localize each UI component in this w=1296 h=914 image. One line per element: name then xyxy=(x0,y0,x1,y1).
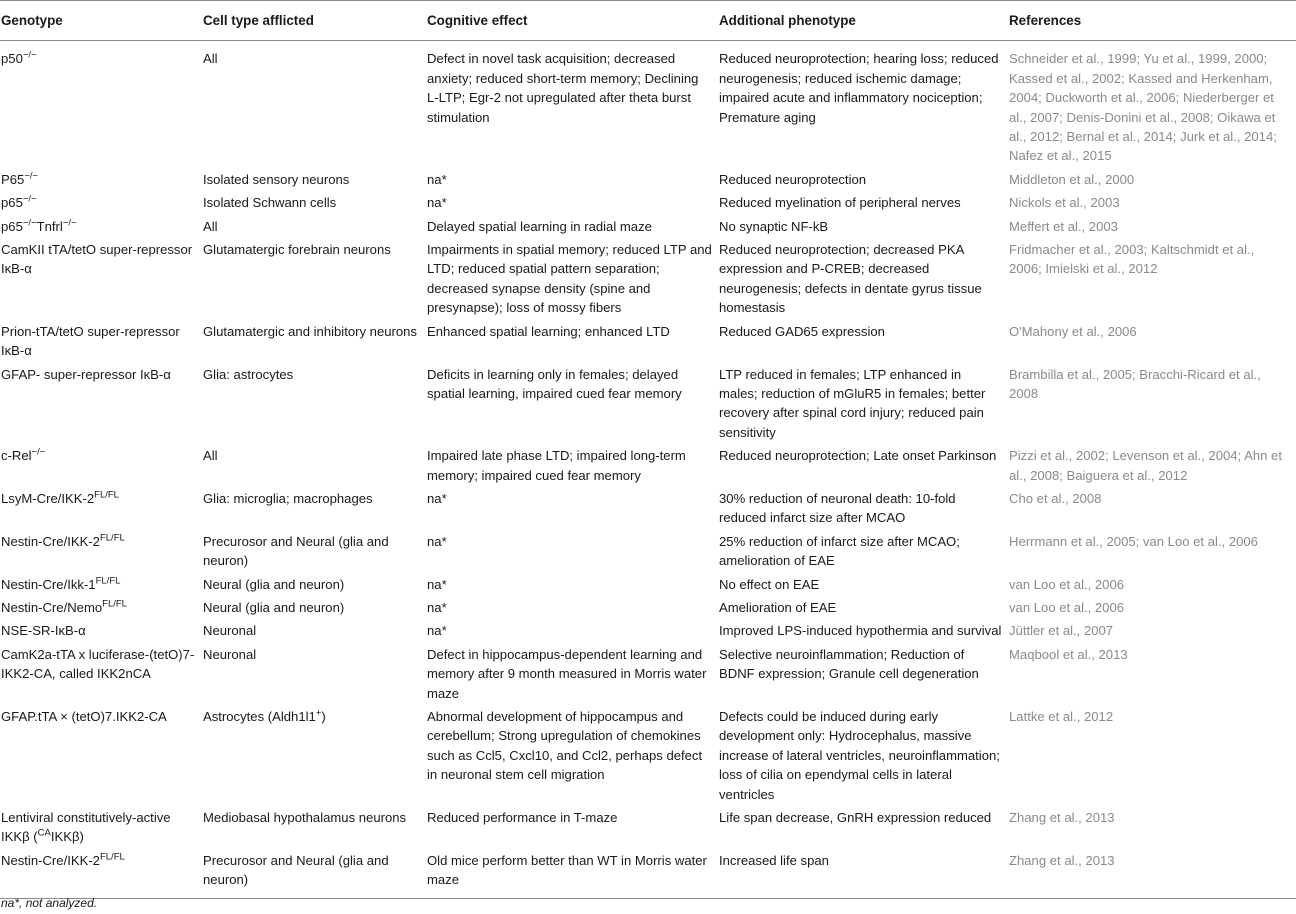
cell-additional-phenotype: Reduced GAD65 expression xyxy=(719,323,885,339)
cell-references: Fridmacher et al., 2003; Kaltschmidt et al., 2006; Imielski et al., 2012 xyxy=(1009,242,1255,277)
cell-additional-phenotype: Reduced neuroprotection; decreased PKA expression and P-CREB; decreased neurogenesis; defects in dentate gyrus tissue homestasis xyxy=(719,242,982,316)
cell-genotype xyxy=(0,620,202,643)
cell-genotype xyxy=(0,41,202,169)
footnote-text: , not analyzed. xyxy=(19,896,98,910)
cell-genotype xyxy=(0,488,202,531)
cell-cognitive-effect: Abnormal development of hippocampus and cerebellum; Strong upregulation of chemokines such as Ccl5, Cxcl10, and Ccl2, perhaps defect in neuronal stem cell migration xyxy=(427,709,703,783)
table-row xyxy=(0,850,1296,898)
table-row xyxy=(0,169,1296,192)
cell-cognitive-effect: Impairments in spatial memory; reduced LTP and LTD; reduced spatial pattern separation; decreased synapse density (spine and presynapse); loss of mossy fibers xyxy=(427,242,712,316)
table-header xyxy=(0,1,1296,41)
genotype-superscript: FL/FL xyxy=(102,598,127,610)
table-row xyxy=(0,41,1296,169)
cell-type-afflicted xyxy=(202,597,426,620)
cell-additional-phenotype: 30% reduction of neuronal death: 10-fold reduced infarct size after MCAO xyxy=(719,490,956,526)
cell-type-afflicted xyxy=(202,620,426,643)
genotype-text: GFAP.tTA × (tetO)7.IKK2-CA xyxy=(1,709,167,724)
cell-genotype xyxy=(0,169,202,192)
cell-type-afflicted xyxy=(202,488,426,531)
table-row xyxy=(0,445,1296,488)
genotype-text: NSE-SR-IκB-α xyxy=(1,623,86,639)
cell-type-afflicted xyxy=(202,574,426,597)
cell-genotype xyxy=(0,364,202,446)
cell-type-afflicted xyxy=(202,169,426,192)
table-row xyxy=(0,706,1296,807)
cell-type-text: All xyxy=(203,448,218,464)
cell-references: Jüttler et al., 2007 xyxy=(1009,623,1114,639)
header-references: References xyxy=(1008,1,1296,41)
genotype-superscript: −/− xyxy=(22,50,37,62)
genotype-text: Nestin-Cre/Ikk-1 xyxy=(1,576,96,592)
genotype-text: c-Rel xyxy=(1,448,32,464)
cell-genotype xyxy=(0,597,202,620)
cell-genotype xyxy=(0,807,202,850)
table-footnote xyxy=(1,896,97,910)
cell-type-afflicted xyxy=(202,239,426,321)
table-row xyxy=(0,192,1296,215)
genotype-superscript: FL/FL xyxy=(99,532,125,544)
cell-additional-phenotype: Reduced neuroprotection xyxy=(719,171,867,187)
cell-genotype xyxy=(0,239,202,321)
cell-cognitive-effect: Delayed spatial learning in radial maze xyxy=(427,218,652,234)
cell-genotype xyxy=(0,445,202,488)
genotype-superscript: −/− xyxy=(22,217,37,229)
genotype-text: CamKII tTA/tetO super-repressor IκB-α xyxy=(1,242,193,277)
cell-type-text: Glia: astrocytes xyxy=(203,366,294,382)
cell-type-text: Precurosor and Neural (glia and neuron) xyxy=(203,533,389,569)
cell-type-afflicted xyxy=(202,364,426,446)
cell-cognitive-effect: Defect in hippocampus-dependent learning and memory after 9 month measured in Morris water maze xyxy=(427,646,707,701)
cell-type-afflicted xyxy=(202,531,426,574)
cell-type-text: Glutamatergic and inhibitory neurons xyxy=(203,323,417,339)
cell-references: Zhang et al., 2013 xyxy=(1008,850,1296,898)
cell-references: van Loo et al., 2006 xyxy=(1009,599,1125,615)
table-row xyxy=(0,216,1296,239)
cell-cognitive-effect: Defect in novel task acquisition; decreased anxiety; reduced short-term memory; Declining L-LTP; Egr-2 not upregulated after theta burst stimulation xyxy=(427,51,699,125)
table-row xyxy=(0,597,1296,620)
cell-additional-phenotype: Reduced neuroprotection; Late onset Parkinson xyxy=(719,448,997,464)
genotype-text: GFAP- super-repressor IκB-α xyxy=(1,366,171,382)
cell-cognitive-effect: Impaired late phase LTD; impaired long-term memory; impaired cued fear memory xyxy=(427,448,686,483)
cell-additional-phenotype: Reduced neuroprotection; hearing loss; reduced neurogenesis; reduced ischemic damage; impaired acute and inflammatory nociception; Premature aging xyxy=(719,51,999,125)
genotype-text: LsyM-Cre/IKK-2 xyxy=(1,490,95,506)
table-row xyxy=(0,644,1296,706)
cell-type-text: Isolated sensory neurons xyxy=(203,171,350,187)
genotype-text: p50 xyxy=(1,51,23,67)
cell-additional-phenotype: Increased life span xyxy=(718,850,1008,898)
cell-references: Brambilla et al., 2005; Bracchi-Ricard et al., 2008 xyxy=(1009,366,1261,401)
genotype-text-tail: IKKβ) xyxy=(50,829,84,845)
cell-genotype xyxy=(0,216,202,239)
cell-references: Maqbool et al., 2013 xyxy=(1009,646,1128,662)
cell-genotype xyxy=(0,644,202,706)
genotype-superscript-2: −/− xyxy=(62,217,77,229)
cell-additional-phenotype: Reduced myelination of peripheral nerves xyxy=(719,195,961,211)
cell-references: Zhang et al., 2013 xyxy=(1009,810,1115,826)
cell-additional-phenotype: Defects could be induced during early development only: Hydrocephalus, massive increase of lateral ventricles, neuroinflammation; loss of cilia on ependymal cells in lateral ventricles xyxy=(719,709,1000,802)
cell-cognitive-effect: Deficits in learning only in females; delayed spatial learning, impaired cued fear memory xyxy=(427,366,682,401)
cell-cognitive-effect: Enhanced spatial learning; enhanced LTD xyxy=(427,323,670,339)
cell-additional-phenotype: Amelioration of EAE xyxy=(719,599,837,615)
cell-type-afflicted xyxy=(202,321,426,364)
cell-genotype xyxy=(0,706,202,807)
cell-type-afflicted xyxy=(202,850,426,898)
cell-type-afflicted xyxy=(202,644,426,706)
cell-additional-phenotype: No synaptic NF-kB xyxy=(719,218,829,234)
cell-type-superscript: + xyxy=(315,707,322,719)
cell-genotype xyxy=(0,321,202,364)
table-row xyxy=(0,531,1296,574)
genotype-text: Nestin-Cre/IKK-2 xyxy=(1,852,100,868)
cell-references: Cho et al., 2008 xyxy=(1009,490,1102,506)
cell-type-afflicted xyxy=(202,216,426,239)
genotype-text: Prion-tTA/tetO super-repressor IκB-α xyxy=(1,323,180,359)
cell-type-afflicted xyxy=(202,706,426,807)
header-cell-type: Cell type afflicted xyxy=(202,1,426,41)
cell-cognitive-effect: na* xyxy=(427,490,447,506)
genotype-text: p65 xyxy=(1,218,23,234)
cell-genotype xyxy=(0,192,202,215)
cell-cognitive-effect: Reduced performance in T-maze xyxy=(427,810,618,826)
cell-references: Lattke et al., 2012 xyxy=(1009,709,1114,724)
table-row xyxy=(0,239,1296,321)
cell-type-text: Glutamatergic forebrain neurons xyxy=(203,242,391,258)
header-additional-phenotype: Additional phenotype xyxy=(718,1,1008,41)
header-cognitive-effect: Cognitive effect xyxy=(426,1,718,41)
header-genotype: Genotype xyxy=(0,1,202,41)
cell-references: Herrmann et al., 2005; van Loo et al., 2006 xyxy=(1009,533,1258,549)
cell-type-text: Neuronal xyxy=(203,623,257,639)
genotype-superscript: −/− xyxy=(31,446,46,458)
cell-type-text-tail: ) xyxy=(321,709,326,724)
cell-references: van Loo et al., 2006 xyxy=(1009,576,1125,592)
cell-type-afflicted xyxy=(202,445,426,488)
cell-type-text: Astrocytes (Aldh1l1 xyxy=(203,709,316,724)
cell-references: O'Mahony et al., 2006 xyxy=(1009,323,1137,339)
genotype-text: CamK2a-tTA x luciferase-(tetO)7-IKK2-CA, called IKK2nCA xyxy=(1,646,195,682)
table-row xyxy=(0,620,1296,643)
cell-references: Meffert et al., 2003 xyxy=(1009,218,1118,234)
genotype-superscript: FL/FL xyxy=(99,851,125,863)
genotype-superscript: FL/FL xyxy=(95,575,121,587)
cell-type-text: Precurosor and Neural (glia and neuron) xyxy=(203,852,389,888)
cell-cognitive-effect: na* xyxy=(427,623,447,639)
cell-additional-phenotype: LTP reduced in females; LTP enhanced in males; reduction of mGluR5 in females; better recovery after spinal cord injury; reduced pain sensitivity xyxy=(719,366,986,440)
cell-references: Pizzi et al., 2002; Levenson et al., 2004; Ahn et al., 2008; Baiguera et al., 2012 xyxy=(1009,448,1282,483)
genotype-superscript: −/− xyxy=(24,170,39,182)
header-row xyxy=(0,1,1296,41)
cell-additional-phenotype: Life span decrease, GnRH expression reduced xyxy=(719,810,992,826)
footnote-abbr: na* xyxy=(1,896,20,910)
cell-type-text: Mediobasal hypothalamus neurons xyxy=(203,810,407,826)
genotype-superscript: FL/FL xyxy=(94,489,119,501)
table-row xyxy=(0,488,1296,531)
cell-cognitive-effect: na* xyxy=(427,195,447,211)
genotype-text: Lentiviral constitutively-active IKKβ ( xyxy=(1,810,171,845)
cell-cognitive-effect: na* xyxy=(427,533,447,549)
cell-cognitive-effect: na* xyxy=(427,576,447,592)
cell-genotype xyxy=(0,531,202,574)
genotype-superscript: CA xyxy=(37,828,51,840)
cell-genotype xyxy=(0,574,202,597)
cell-type-text: Neural (glia and neuron) xyxy=(203,599,345,615)
cell-cognitive-effect: na* xyxy=(427,171,447,187)
genotype-text: P65 xyxy=(1,171,25,187)
genotype-text: Nestin-Cre/IKK-2 xyxy=(1,533,100,549)
cell-additional-phenotype: No effect on EAE xyxy=(719,576,820,592)
table-body xyxy=(0,41,1296,898)
table-row xyxy=(0,364,1296,446)
cell-additional-phenotype: Improved LPS-induced hypothermia and survival xyxy=(719,623,1002,639)
cell-type-text: Neural (glia and neuron) xyxy=(203,576,345,592)
cell-references: Schneider et al., 1999; Yu et al., 1999, 2000; Kassed et al., 2002; Kassed and Herkenham, 2004; Duckworth et al., 2006; Niederberger et al., 2007; Denis-Donini et al., 2008; Oikawa et al., 2012; Bernal et al., 2014; Jurk et al., 2014; Nafez et al., 2015 xyxy=(1009,51,1277,164)
cell-type-afflicted xyxy=(202,41,426,169)
cell-type-text: All xyxy=(203,51,218,67)
table-row xyxy=(0,807,1296,850)
cell-genotype xyxy=(0,850,202,898)
table-row xyxy=(0,574,1296,597)
cell-type-text: Isolated Schwann cells xyxy=(203,195,337,211)
cell-references: Middleton et al., 2000 xyxy=(1009,171,1135,187)
cell-type-text: Neuronal xyxy=(203,646,257,662)
cell-additional-phenotype: 25% reduction of infarct size after MCAO; amelioration of EAE xyxy=(719,533,960,569)
genotype-text: p65 xyxy=(1,195,23,211)
genotype-text-tail: Tnfrl xyxy=(36,218,63,234)
cell-references: Nickols et al., 2003 xyxy=(1009,195,1120,211)
cell-type-text: All xyxy=(203,218,218,234)
cell-type-text: Glia: microglia; macrophages xyxy=(203,490,373,506)
table-row xyxy=(0,321,1296,364)
cell-cognitive-effect: na* xyxy=(427,599,447,615)
cell-type-afflicted xyxy=(202,192,426,215)
cell-additional-phenotype: Selective neuroinflammation; Reduction of BDNF expression; Granule cell degeneration xyxy=(719,646,979,682)
genotype-text: Nestin-Cre/Nemo xyxy=(1,599,103,615)
cell-cognitive-effect: Old mice perform better than WT in Morris water maze xyxy=(426,850,718,898)
cell-type-afflicted xyxy=(202,807,426,850)
genotype-superscript: −/− xyxy=(22,193,37,205)
